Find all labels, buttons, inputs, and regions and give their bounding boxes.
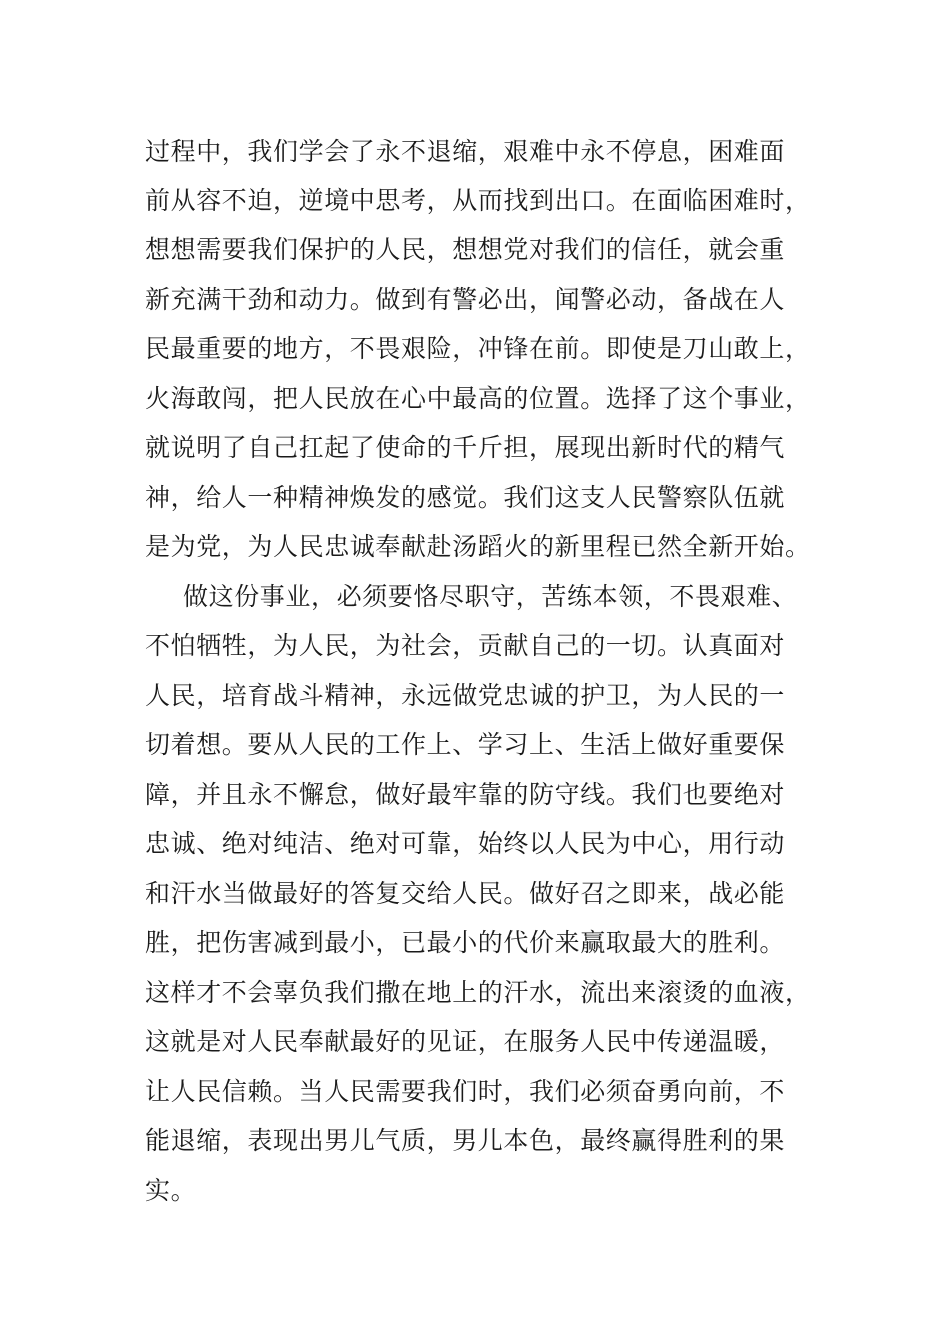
text-line: 能退缩，表现出男儿气质，男儿本色，最终赢得胜利的果 xyxy=(145,1126,786,1155)
text-line: 人民，培育战斗精神，永远做党忠诚的护卫，为人民的一 xyxy=(145,681,786,710)
text-line: 就说明了自己扛起了使命的千斤担，展现出新时代的精气 xyxy=(145,433,786,462)
text-line: 新充满干劲和动力。做到有警必出，闻警必动，备战在人 xyxy=(145,285,786,314)
text-line: 不怕牺牲，为人民，为社会，贡献自己的一切。认真面对 xyxy=(145,631,786,660)
text-line: 是为党，为人民忠诚奉献赴汤蹈火的新里程已然全新开始。 xyxy=(145,532,811,561)
text-line: 和汗水当做最好的答复交给人民。做好召之即来，战必能 xyxy=(145,879,786,908)
text-line: 想想需要我们保护的人民，想想党对我们的信任，就会重 xyxy=(145,235,786,264)
text-line: 这样才不会辜负我们撒在地上的汗水，流出来滚烫的血液， xyxy=(145,978,811,1007)
text-line: 这就是对人民奉献最好的见证，在服务人民中传递温暖， xyxy=(145,1027,786,1056)
text-line: 做这份事业，必须要恪尽职守，苦练本领，不畏艰难、 xyxy=(183,582,798,611)
text-line: 让人民信赖。当人民需要我们时，我们必须奋勇向前，不 xyxy=(145,1077,786,1106)
text-line: 障，并且永不懈怠，做好最牢靠的防守线。我们也要绝对 xyxy=(145,780,786,809)
text-line: 火海敢闯，把人民放在心中最高的位置。选择了这个事业， xyxy=(145,384,811,413)
text-line: 民最重要的地方，不畏艰险，冲锋在前。即使是刀山敢上， xyxy=(145,334,811,363)
text-line: 过程中，我们学会了永不退缩，艰难中永不停息，困难面 xyxy=(145,137,786,166)
text-line: 忠诚、绝对纯洁、绝对可靠，始终以人民为中心，用行动 xyxy=(145,829,786,858)
text-line: 切着想。要从人民的工作上、学习上、生活上做好重要保 xyxy=(145,730,786,759)
text-line: 神，给人一种精神焕发的感觉。我们这支人民警察队伍就 xyxy=(145,483,786,512)
text-line: 前从容不迫，逆境中思考，从而找到出口。在面临困难时， xyxy=(145,186,811,215)
text-line: 胜，把伤害减到最小，已最小的代价来赢取最大的胜利。 xyxy=(145,928,786,957)
text-line: 实。 xyxy=(145,1176,197,1205)
